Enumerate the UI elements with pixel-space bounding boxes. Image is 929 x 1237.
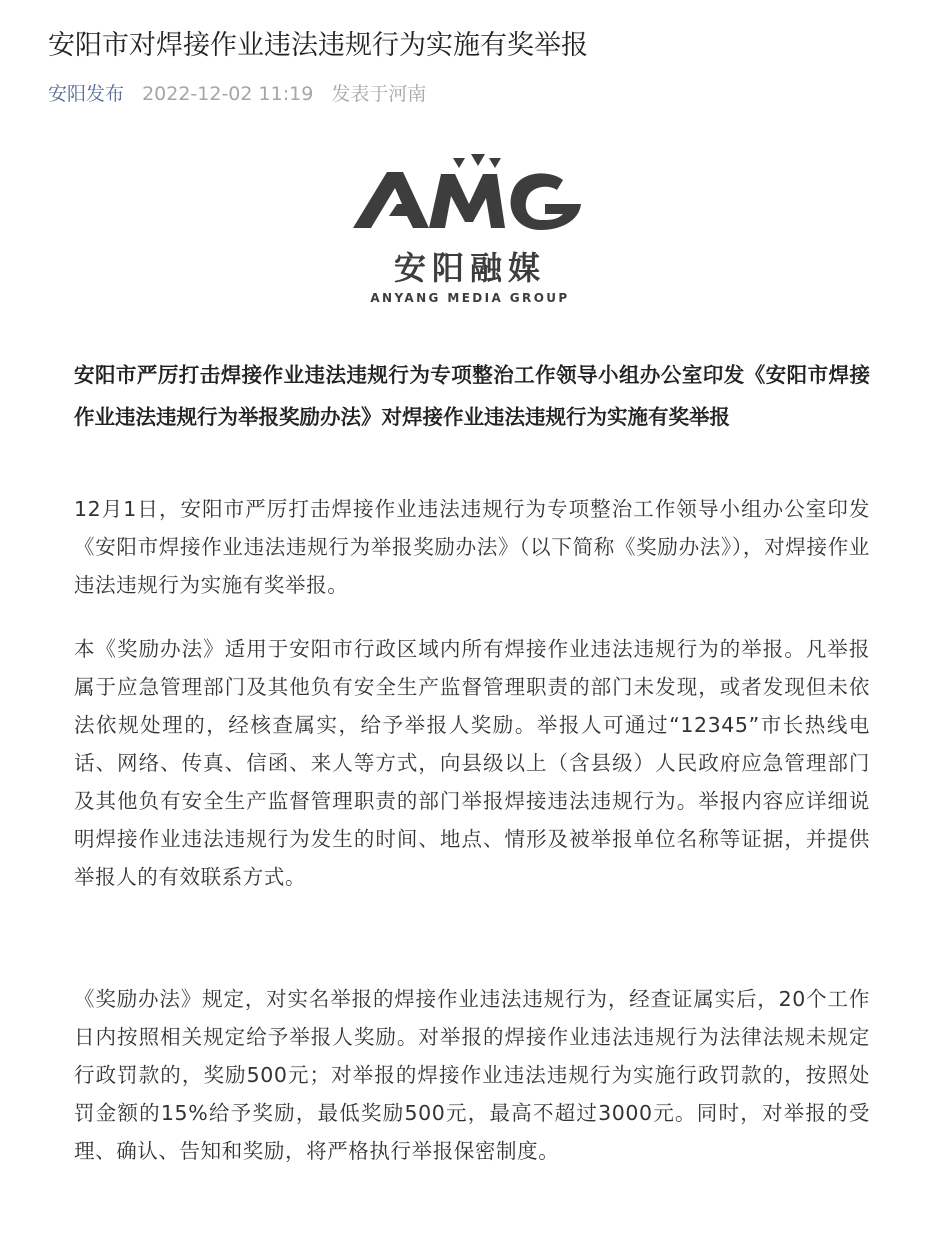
body-paragraph-3: 《奖励办法》规定，对实名举报的焊接作业违法违规行为，经查证属实后，20个工作日内按照相关规定给予举报人奖励。对举报的焊接作业违法违规行为法律法规未规定行政罚款的，奖励500元；对举报的焊接作业违法违规行为实施行政罚款的，按照处罚金额的15%给予奖励，最低奖励500元，最高不超过3000元。同时，对举报的受理、确认、告知和奖励，将严格执行举报保密制度。 bbox=[74, 987, 870, 1163]
body-paragraph-1: 12月1日，安阳市严厉打击焊接作业违法违规行为专项整治工作领导小组办公室印发《安阳市焊接作业违法违规行为举报奖励办法》（以下简称《奖励办法》），对焊接作业违法违规行为实施有奖举报。 bbox=[74, 497, 870, 597]
body-paragraph-2: 本《奖励办法》适用于安阳市行政区域内所有焊接作业违法违规行为的举报。凡举报属于应急管理部门及其他负有安全生产监督管理职责的部门未发现，或者发现但未依法依规处理的，经核查属实，给予举报人奖励。举报人可通过“12345”市长热线电话、网络、传真、信函、来人等方式，向县级以上（含县级）人民政府应急管理部门及其他负有安全生产监督管理职责的部门举报焊接违法违规行为。举报内容应详细说明焊接作业违法违规行为发生的时间、地点、情形及被举报单位名称等证据，并提供举报人的有效联系方式。 bbox=[74, 637, 870, 889]
logo-wordmark: 安阳融媒 bbox=[393, 249, 546, 287]
article-meta bbox=[48, 80, 426, 108]
lead-paragraph: 安阳市严厉打击焊接作业违法违规行为专项整治工作领导小组办公室印发《安阳市焊接作业违法违规行为举报奖励办法》对焊接作业违法违规行为实施有奖举报 bbox=[74, 363, 870, 429]
amg-logo bbox=[345, 150, 595, 310]
amg-logo-mark bbox=[345, 150, 595, 250]
publish-time: 2022-12-02 11:19 bbox=[142, 83, 314, 105]
source-link[interactable]: 安阳发布 bbox=[48, 83, 125, 105]
article-title: 安阳市对焊接作业违法违规行为实施有奖举报 bbox=[48, 30, 588, 61]
publish-location: 发表于河南 bbox=[331, 83, 427, 105]
logo-subtitle: ANYANG MEDIA GROUP bbox=[370, 291, 570, 305]
